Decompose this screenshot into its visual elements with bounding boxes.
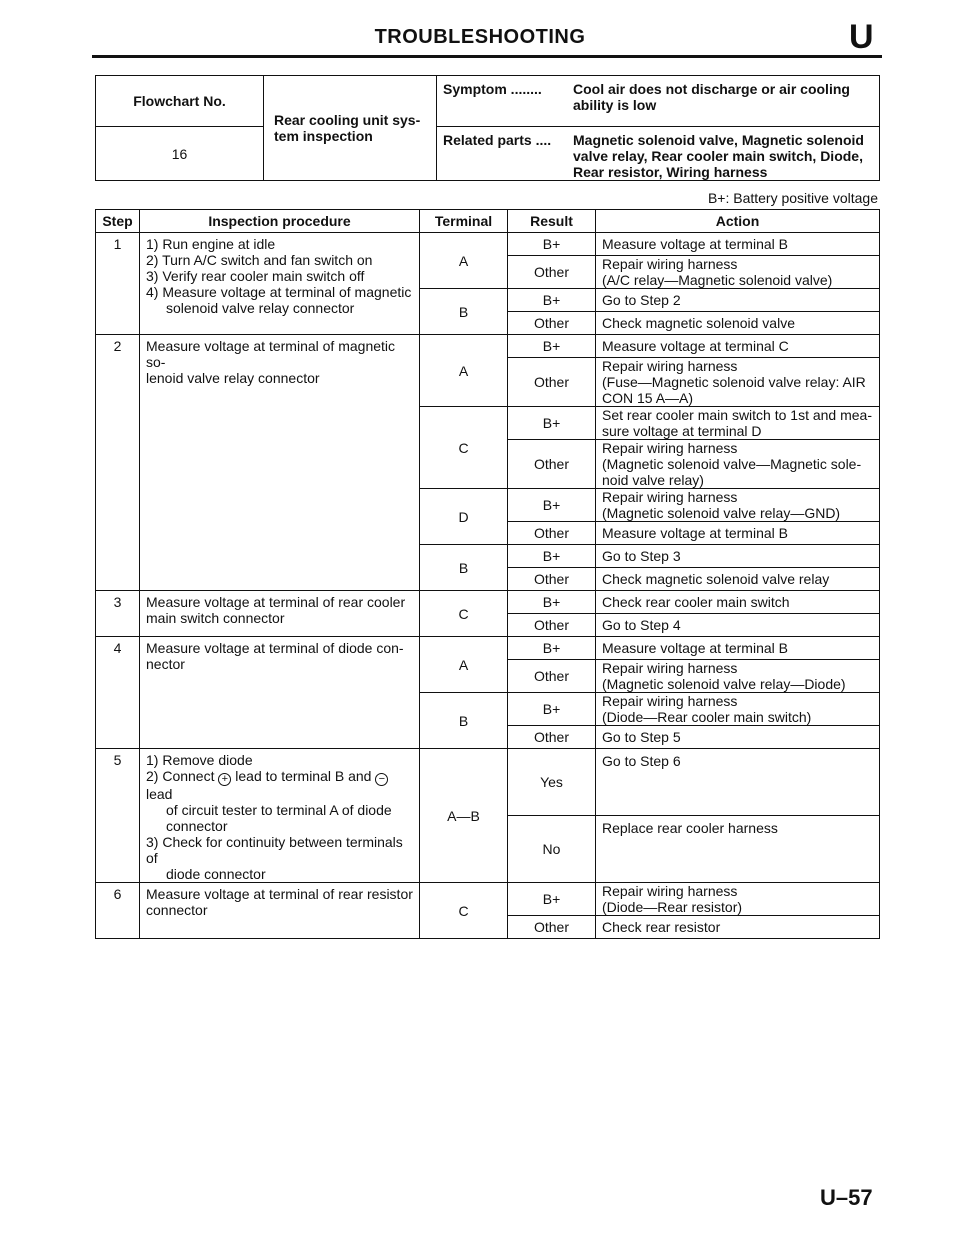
action-cell xyxy=(596,358,880,407)
action-line: Check rear cooler main switch xyxy=(602,594,790,610)
procedure-line: Measure voltage at terminal of rear resistor xyxy=(146,886,413,902)
result-cell: Other xyxy=(508,916,596,939)
action-line: (Magnetic solenoid valve relay—Diode) xyxy=(602,676,846,692)
procedure-line: solenoid valve relay connector xyxy=(166,300,355,316)
procedure-line: Measure voltage at terminal of magnetic so- xyxy=(146,338,396,370)
flowchart-no-value: 16 xyxy=(96,127,264,181)
inspection-procedure xyxy=(140,883,420,939)
action-cell xyxy=(596,233,880,256)
action-line: CON 15 A—A) xyxy=(602,390,694,406)
procedure-line: nector xyxy=(146,656,185,672)
terminal-cell: A xyxy=(420,233,508,289)
result-cell: Other xyxy=(508,568,596,591)
result-cell: Other xyxy=(508,312,596,335)
action-line: Repair wiring harness xyxy=(602,489,738,505)
action-line: Repair wiring harness xyxy=(602,440,738,456)
action-cell xyxy=(596,440,880,489)
action-line: Go to Step 6 xyxy=(602,753,681,769)
terminal-cell: B xyxy=(420,693,508,749)
inspection-procedure xyxy=(140,749,420,883)
symptom-cell xyxy=(437,76,880,127)
inspection-procedure xyxy=(140,637,420,749)
action-cell xyxy=(596,749,880,816)
action-cell xyxy=(596,637,880,660)
procedure-line: main switch connector xyxy=(146,610,285,626)
result-cell: Other xyxy=(508,522,596,545)
action-line: Replace rear cooler harness xyxy=(602,820,778,836)
inspection-row xyxy=(96,883,880,916)
step-number: 1 xyxy=(96,233,140,335)
action-line: Repair wiring harness xyxy=(602,256,738,272)
action-line: (Magnetic solenoid valve relay—GND) xyxy=(602,505,841,521)
procedure-line: connector xyxy=(166,818,228,834)
procedure-line: 2) Turn A/C switch and fan switch on xyxy=(146,252,373,268)
inspection-table xyxy=(95,209,880,939)
result-cell: B+ xyxy=(508,407,596,440)
action-line: Go to Step 3 xyxy=(602,548,681,564)
result-cell: Other xyxy=(508,358,596,407)
flowchart-info-table xyxy=(95,75,880,181)
action-cell xyxy=(596,568,880,591)
header-result: Result xyxy=(508,210,596,233)
header-rule xyxy=(92,55,882,58)
result-cell: B+ xyxy=(508,693,596,726)
page-title: TROUBLESHOOTING xyxy=(374,26,586,48)
symptom-text: Cool air does not discharge or air cooling ability is low xyxy=(573,81,850,113)
action-line: Repair wiring harness xyxy=(602,660,738,676)
action-cell xyxy=(596,289,880,312)
action-line: sure voltage at terminal D xyxy=(602,423,762,439)
result-cell: Other xyxy=(508,440,596,489)
action-cell xyxy=(596,883,880,916)
action-cell xyxy=(596,614,880,637)
procedure-line: 1) Remove diode xyxy=(146,752,253,768)
action-line: (A/C relay—Magnetic solenoid valve) xyxy=(602,272,833,288)
inspection-row xyxy=(96,637,880,660)
inspection-row xyxy=(96,233,880,256)
action-cell xyxy=(596,522,880,545)
procedure-line: 1) Run engine at idle xyxy=(146,236,276,252)
procedure-line: Measure voltage at terminal of diode con- xyxy=(146,640,404,656)
action-cell xyxy=(596,489,880,522)
procedure-line: 4) Measure voltage at terminal of magnetic xyxy=(146,284,412,300)
result-cell: B+ xyxy=(508,233,596,256)
terminal-cell: C xyxy=(420,883,508,939)
terminal-cell: A—B xyxy=(420,749,508,883)
action-line: Go to Step 2 xyxy=(602,292,681,308)
action-cell xyxy=(596,545,880,568)
action-cell xyxy=(596,816,880,883)
inspection-row xyxy=(96,335,880,358)
action-cell xyxy=(596,726,880,749)
action-line: Go to Step 5 xyxy=(602,729,681,745)
action-line: Repair wiring harness xyxy=(602,693,738,709)
flowchart-name-line: tem inspection xyxy=(274,128,373,144)
minus-terminal-icon: − xyxy=(375,773,388,786)
action-line: (Magnetic solenoid valve—Magnetic sole- xyxy=(602,456,862,472)
result-cell: Other xyxy=(508,256,596,289)
related-parts-text: Magnetic solenoid valve, Magnetic solenoid valve relay, Rear cooler main switch, Diode, Rear resistor, Wiring harness xyxy=(573,132,864,180)
action-line: (Fuse—Magnetic solenoid valve relay: AIR xyxy=(602,374,866,390)
action-line: Check magnetic solenoid valve relay xyxy=(602,571,830,587)
result-cell: B+ xyxy=(508,545,596,568)
result-cell: No xyxy=(508,816,596,883)
inspection-procedure xyxy=(140,591,420,637)
header-inspection-procedure: Inspection procedure xyxy=(140,210,420,233)
flowchart-no-label: Flowchart No. xyxy=(96,76,264,127)
symptom-label: Symptom ........ xyxy=(443,81,542,97)
flowchart-name-text xyxy=(274,112,430,144)
action-line: Measure voltage at terminal B xyxy=(602,640,788,656)
terminal-cell: C xyxy=(420,591,508,637)
action-line: Check rear resistor xyxy=(602,919,721,935)
action-line: Check magnetic solenoid valve xyxy=(602,315,795,331)
procedure-line: of circuit tester to terminal A of diode xyxy=(166,802,392,818)
step-number: 6 xyxy=(96,883,140,939)
action-line: (Diode—Rear cooler main switch) xyxy=(602,709,812,725)
procedure-line: connector xyxy=(146,902,208,918)
flowchart-name-line: Rear cooling unit sys- xyxy=(274,112,421,128)
related-parts-label: Related parts .... xyxy=(443,132,552,148)
plus-terminal-icon: + xyxy=(218,773,231,786)
procedure-line: 2) Connect + lead to terminal B and − lead xyxy=(146,768,413,802)
result-cell: B+ xyxy=(508,883,596,916)
procedure-line: lenoid valve relay connector xyxy=(146,370,320,386)
inspection-row xyxy=(96,591,880,614)
result-cell: Other xyxy=(508,726,596,749)
action-line: Measure voltage at terminal B xyxy=(602,236,788,252)
result-cell: B+ xyxy=(508,591,596,614)
action-line: noid valve relay) xyxy=(602,472,704,488)
inspection-procedure xyxy=(140,335,420,591)
action-line: Repair wiring harness xyxy=(602,883,738,899)
step-number: 5 xyxy=(96,749,140,883)
result-cell: B+ xyxy=(508,489,596,522)
inspection-row xyxy=(96,749,880,816)
action-cell xyxy=(596,591,880,614)
result-cell: Other xyxy=(508,614,596,637)
action-line: Measure voltage at terminal C xyxy=(602,338,789,354)
result-cell: Yes xyxy=(508,749,596,816)
header-step: Step xyxy=(96,210,140,233)
battery-voltage-note: B+: Battery positive voltage xyxy=(707,190,878,206)
procedure-line: 3) Verify rear cooler main switch off xyxy=(146,268,365,284)
action-line: Go to Step 4 xyxy=(602,617,681,633)
terminal-cell: A xyxy=(420,637,508,693)
terminal-cell: D xyxy=(420,489,508,545)
procedure-line: 3) Check for continuity between terminals of xyxy=(146,834,403,866)
action-cell xyxy=(596,660,880,693)
action-cell xyxy=(596,335,880,358)
result-cell: B+ xyxy=(508,637,596,660)
flowchart-name xyxy=(264,76,437,181)
inspection-procedure xyxy=(140,233,420,335)
step-number: 4 xyxy=(96,637,140,749)
action-cell xyxy=(596,407,880,440)
action-cell xyxy=(596,256,880,289)
result-cell: B+ xyxy=(508,335,596,358)
action-line: Set rear cooler main switch to 1st and mea- xyxy=(602,407,873,423)
step-number: 2 xyxy=(96,335,140,591)
page-number: U–57 xyxy=(820,1185,873,1210)
terminal-cell: B xyxy=(420,545,508,591)
procedure-line: Measure voltage at terminal of rear cooler xyxy=(146,594,406,610)
procedure-line: diode connector xyxy=(166,866,266,882)
action-cell xyxy=(596,916,880,939)
action-line: Measure voltage at terminal B xyxy=(602,525,788,541)
terminal-cell: A xyxy=(420,335,508,407)
inspection-table-header xyxy=(96,210,880,233)
result-cell: B+ xyxy=(508,289,596,312)
header-terminal: Terminal xyxy=(420,210,508,233)
terminal-cell: B xyxy=(420,289,508,335)
header-action: Action xyxy=(596,210,880,233)
related-parts-cell xyxy=(437,127,880,181)
section-letter: U xyxy=(849,18,874,56)
result-cell: Other xyxy=(508,660,596,693)
step-number: 3 xyxy=(96,591,140,637)
action-line: Repair wiring harness xyxy=(602,358,738,374)
terminal-cell: C xyxy=(420,407,508,489)
action-line: (Diode—Rear resistor) xyxy=(602,899,743,915)
action-cell xyxy=(596,312,880,335)
action-cell xyxy=(596,693,880,726)
